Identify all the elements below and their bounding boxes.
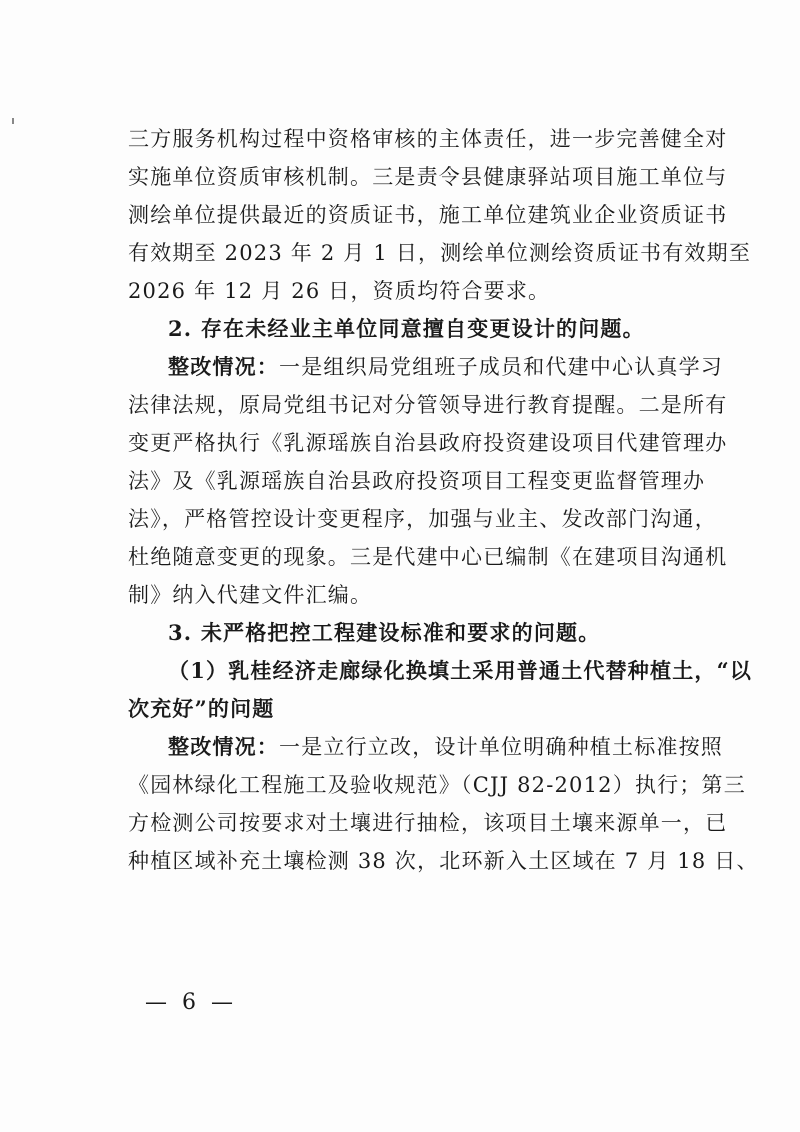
line-text: 一是立行立改，设计单位明确种植土标准按照 bbox=[279, 735, 723, 759]
line-text: 法》及《乳源瑶族自治县政府投资项目工程变更监督管理办 bbox=[128, 469, 706, 493]
text-line bbox=[128, 690, 688, 728]
text-line bbox=[128, 158, 728, 196]
line-text: 法律法规，原局党组书记对分管领导进行教育提醒。二是所有 bbox=[128, 393, 728, 417]
text-line bbox=[128, 804, 728, 842]
section-label: 整改情况： bbox=[168, 354, 279, 379]
text-line bbox=[128, 272, 688, 310]
line-text: 实施单位资质审核机制。三是责令县健康驿站项目施工单位与 bbox=[128, 165, 728, 189]
line-text: 杜绝随意变更的现象。三是代建中心已编制《在建项目沟通机 bbox=[128, 545, 728, 569]
text-line bbox=[128, 424, 728, 462]
line-text: 《园林绿化工程施工及验收规范》（CJJ 82-2012）执行；第三 bbox=[128, 773, 746, 797]
line-text: 有效期至 2023 年 2 月 1 日，测绘单位测绘资质证书有效期至 bbox=[128, 241, 752, 265]
text-line bbox=[128, 348, 723, 386]
text-line bbox=[128, 728, 723, 766]
line-text: 2026 年 12 月 26 日，资质均符合要求。 bbox=[128, 279, 551, 303]
line-text: 法》，严格管控设计变更程序，加强与业主、发改部门沟通， bbox=[128, 507, 717, 531]
line-text: 测绘单位提供最近的资质证书，施工单位建筑业企业资质证书 bbox=[128, 203, 728, 227]
text-line bbox=[128, 386, 728, 424]
line-text: 方检测公司按要求对土壤进行抽检，该项目土壤来源单一，已 bbox=[128, 811, 728, 835]
text-line bbox=[128, 310, 688, 348]
text-line bbox=[128, 120, 728, 158]
text-line bbox=[128, 842, 759, 880]
text-line bbox=[128, 196, 728, 234]
text-line bbox=[128, 614, 688, 652]
line-text: 变更严格执行《乳源瑶族自治县政府投资建设项目代建管理办 bbox=[128, 431, 728, 455]
document-body bbox=[128, 120, 759, 880]
line-text: （1）乳桂经济走廊绿化换填土采用普通土代替种植土，“以 bbox=[168, 658, 753, 683]
text-line bbox=[128, 538, 728, 576]
margin-mark bbox=[12, 118, 14, 124]
line-text: 一是组织局党组班子成员和代建中心认真学习 bbox=[279, 355, 723, 379]
text-line bbox=[128, 766, 746, 804]
line-text: 三方服务机构过程中资格审核的主体责任，进一步完善健全对 bbox=[128, 127, 728, 151]
text-line bbox=[128, 500, 717, 538]
text-line bbox=[128, 234, 752, 272]
text-line bbox=[128, 462, 706, 500]
text-line bbox=[128, 576, 688, 614]
line-text: 3. 未严格把控工程建设标准和要求的问题。 bbox=[168, 620, 601, 645]
line-text: 次充好”的问题 bbox=[128, 696, 275, 721]
line-text: 制》纳入代建文件汇编。 bbox=[128, 583, 373, 607]
line-text: 2. 存在未经业主单位同意擅自变更设计的问题。 bbox=[168, 316, 645, 341]
line-text: 种植区域补充土壤检测 38 次，北环新入土区域在 7 月 18 日、 bbox=[128, 849, 759, 873]
page-number: — 6 — bbox=[145, 990, 237, 1015]
section-label: 整改情况： bbox=[168, 734, 279, 759]
text-line bbox=[128, 652, 753, 690]
